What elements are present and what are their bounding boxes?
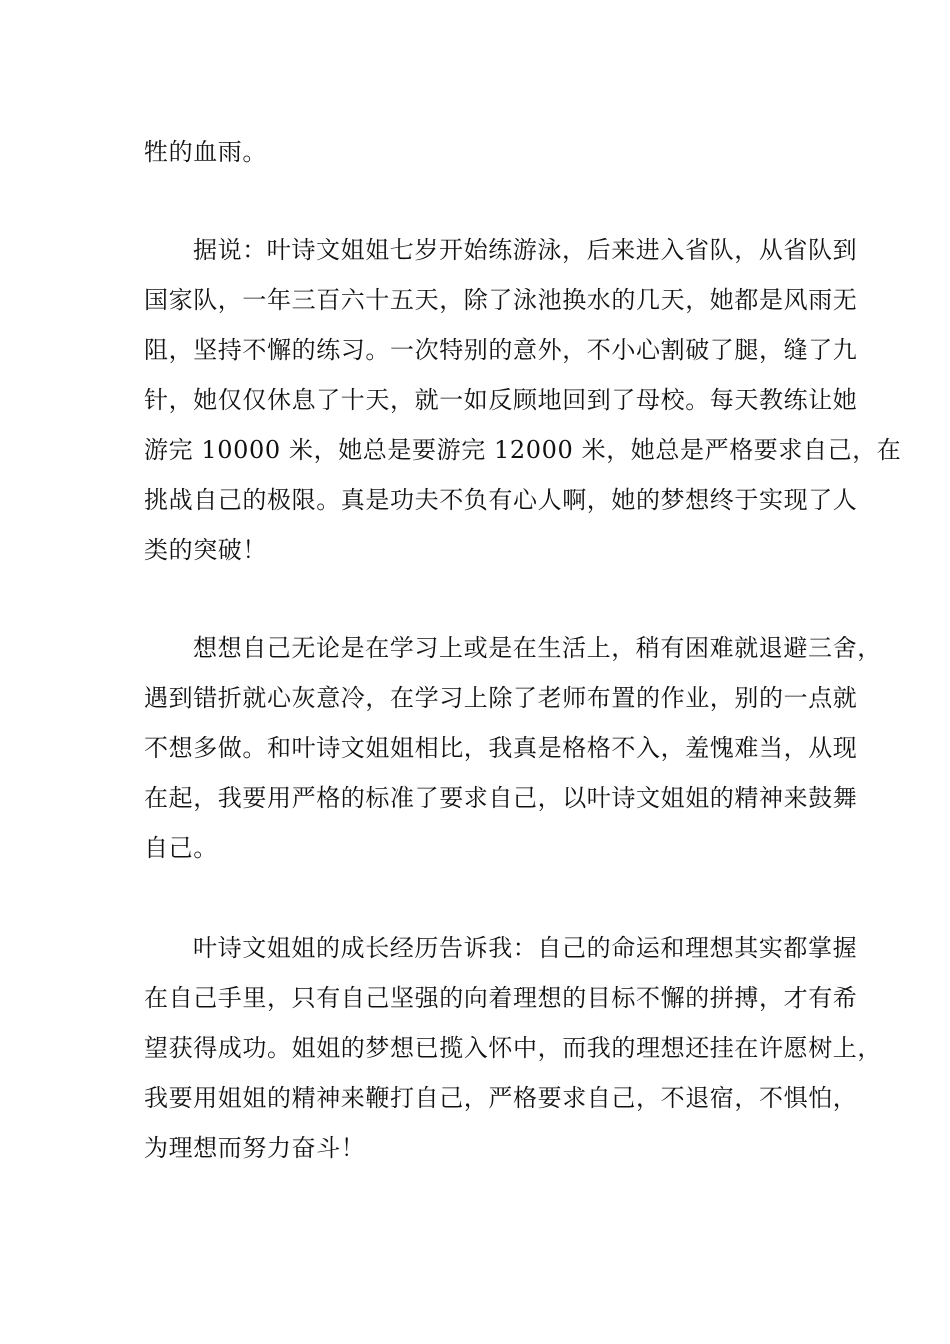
text-line: 不想多做。和叶诗文姐姐相比，我真是格格不入，羞愧难当，从现 (144, 734, 858, 762)
text-line: 叶诗文姐姐的成长经历告诉我：自己的命运和理想其实都掌握 (193, 934, 858, 962)
text-line: 在起，我要用严格的标准了要求自己，以叶诗文姐姐的精神来鼓舞 (144, 784, 858, 812)
text-line: 针，她仅仅休息了十天，就一如反顾地回到了母校。每天教练让她 (144, 386, 858, 414)
text-line: 据说：叶诗文姐姐七岁开始练游泳，后来进入省队，从省队到 (193, 236, 858, 264)
text-line: 类的突破！ (144, 536, 267, 564)
text-line: 望获得成功。姐姐的梦想已揽入怀中，而我的理想还挂在许愿树上， (144, 1034, 882, 1062)
text-line: 在自己手里，只有自己坚强的向着理想的目标不懈的拼搏，才有希 (144, 984, 858, 1012)
text-line: 游完 10000 米，她总是要游完 12000 米，她总是严格要求自己，在 (144, 436, 902, 464)
text-line: 阻，坚持不懈的练习。一次特别的意外，不小心割破了腿，缝了九 (144, 336, 858, 364)
text-line: 我要用姐姐的精神来鞭打自己，严格要求自己，不退宿，不惧怕， (144, 1084, 858, 1112)
text-line: 挑战自己的极限。真是功夫不负有心人啊，她的梦想终于实现了人 (144, 486, 858, 514)
text-line: 国家队，一年三百六十五天，除了泳池换水的几天，她都是风雨无 (144, 286, 858, 314)
text-line: 为理想而努力奋斗！ (144, 1134, 366, 1162)
text-line: 自己。 (144, 834, 218, 862)
text-line: 牲的血雨。 (144, 138, 267, 166)
text-line: 遇到错折就心灰意冷，在学习上除了老师布置的作业，别的一点就 (144, 684, 858, 712)
text-line: 想想自己无论是在学习上或是在生活上，稍有困难就退避三舍， (193, 634, 882, 662)
